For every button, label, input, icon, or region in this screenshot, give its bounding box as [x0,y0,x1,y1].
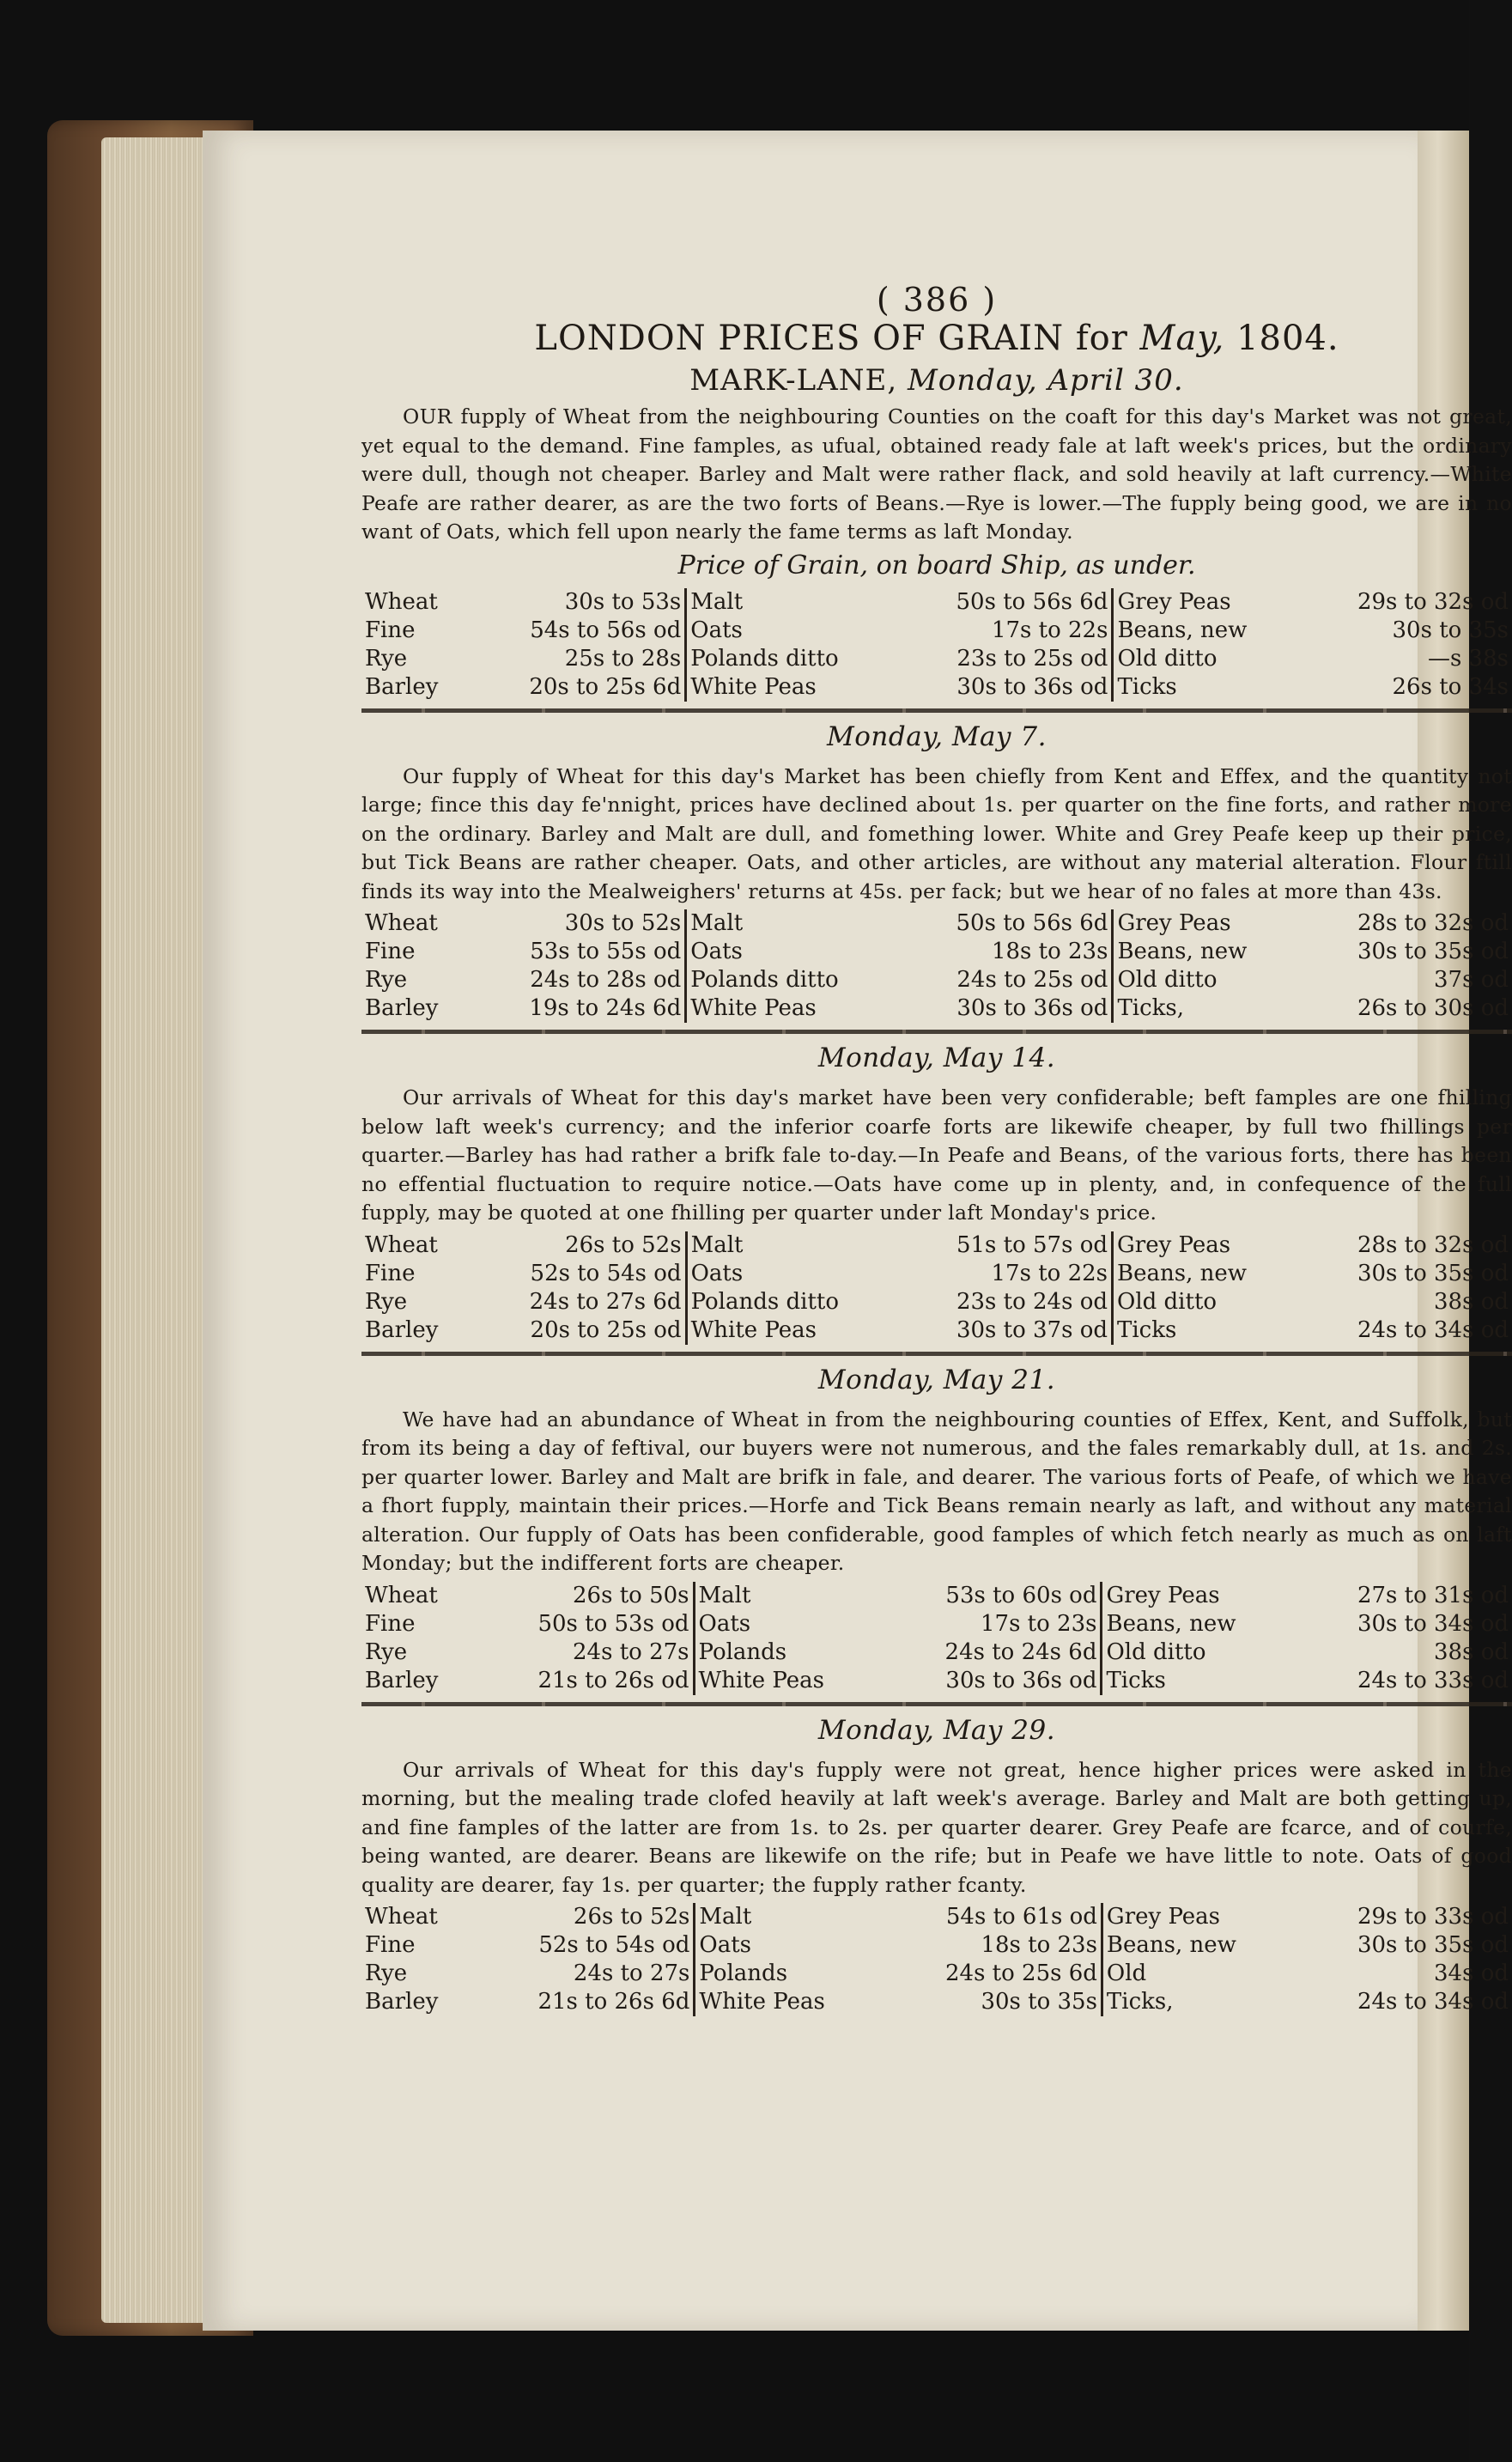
grain-price: 26s to 52s [473,1903,695,1931]
price-row [361,645,1512,673]
grain-price: 20s to 25s 6d [470,673,686,702]
grain-name: Ticks, [1106,1989,1174,2015]
price-row [361,1288,1512,1316]
grain-name: Wheat [365,588,438,615]
grain-name: Rye [365,1638,408,1665]
grain-price: 23s to 24s od [897,1288,1113,1316]
grain-name: Old ditto [1106,1638,1206,1665]
price-row [361,1260,1512,1288]
grain-name: Grey Peas [1106,1582,1220,1608]
grain-price: —s 38s [1427,645,1509,672]
grain-price: 30s to 35s od [1357,1260,1509,1286]
grain-price: 24s to 27s [473,1960,695,1988]
grain-price: 37s od [1434,967,1509,993]
grain-name: Fine [365,939,416,964]
market-section [361,1365,1512,1706]
grain-price: 30s to 34s od [1357,1610,1509,1637]
grain-name: Fine [365,1932,416,1958]
grain-name: Old [1106,1960,1147,1986]
grain-name: Beans, new [1117,939,1248,964]
grain-name: Grey Peas [1117,588,1231,615]
page-stack-edge [101,137,213,2323]
price-row [361,966,1512,994]
grain-name: White Peas [690,673,817,700]
market-section [361,721,1512,1035]
grain-price: 51s to 57s od [897,1231,1113,1260]
grain-name: White Peas [690,1316,817,1343]
title-year: 1804. [1236,319,1339,358]
grain-price: 54s to 61s od [880,1903,1102,1931]
grain-price: 30s to 35s od [1357,939,1509,964]
grain-price: 38s od [1434,1288,1509,1315]
grain-name: Old ditto [1117,1288,1217,1315]
grain-price: 18s to 23s [896,938,1113,966]
grain-name: Oats [699,1932,751,1958]
grain-price: 30s to 35s od [1357,1932,1509,1958]
grain-name: Ticks [1117,673,1177,700]
grain-name: Polands [698,1638,787,1665]
grain-price: 30s to 36s od [896,673,1113,702]
page-title [361,319,1512,362]
section-report-text: Our fupply of Wheat for this day's Market has been chiefly from Kent and Effex, and the quantity not large; fince this day fe'nnight, prices have declined about 1s. per quarter on the fine forts, and rather more on the ordinary. Barley and Malt are dull, and fomething lower. White and Grey Peafe keep up their price, but Tick Beans are rather cheaper. Oats, and other articles, are without any material alteration. Flour ftill finds its way into the Mealweighers' returns at 45s. per fack; but we hear of no fales at more than 43s. [361,763,1512,903]
price-row [361,1988,1512,2016]
grain-price: 38s od [1434,1638,1509,1665]
grain-name: Fine [365,1260,416,1286]
sections-container [361,588,1512,2017]
grain-price: 20s to 25s od [470,1316,686,1345]
price-table [361,588,1512,702]
grain-price: 17s to 22s [897,1260,1113,1288]
grain-name: Polands ditto [690,967,839,993]
grain-name: Malt [690,910,744,936]
price-table [361,1903,1512,2016]
grain-price: 30s to 36s od [879,1667,1102,1695]
grain-name: Fine [365,617,416,643]
price-row [361,1610,1512,1638]
grain-name: Barley [365,1989,439,2015]
grain-name: Malt [699,1904,752,1930]
grain-price: 24s to 34s od [1357,1316,1509,1343]
grain-price: 19s to 24s 6d [470,994,686,1023]
grain-price: 24s to 27s 6d [470,1288,686,1316]
section-report-text: Our arrivals of Wheat for this day's market have been very confiderable; beft famples are one fhilling below laft week's currency; and the inferior coarfe forts are likewife cheaper, by full two fhillings per quarter.—Barley has had rather a brifk fale to-day.—In Peafe and Beans, of the various forts, there has been no effential fluctuation to require notice.—Oats have come up in plenty, and, in confequence of the full fupply, may be quoted at one fhilling per quarter under laft Monday's price. [361,1085,1512,1225]
grain-price: 52s to 54s od [473,1931,695,1960]
grain-name: Barley [365,1316,439,1343]
grain-name: Polands ditto [690,645,839,672]
page [203,131,1512,2331]
grain-name: Polands [699,1960,788,1986]
grain-price: 53s to 60s od [879,1582,1102,1610]
price-row [361,1931,1512,1960]
grain-price: 50s to 56s 6d [896,909,1113,938]
grain-price: 28s to 32s od [1357,910,1509,936]
price-row [361,994,1512,1023]
grain-price: 27s to 31s od [1357,1582,1509,1608]
grain-price: 30s to 37s od [897,1316,1113,1345]
grain-price: 29s to 32s od [1357,588,1509,615]
section-date-heading: Monday, May 14. [817,1043,1056,1073]
grain-name: Fine [365,1610,416,1637]
grain-price: 28s to 32s od [1357,1231,1509,1258]
grain-price: 30s to 53s [470,588,686,617]
grain-name: Ticks [1106,1667,1166,1693]
grain-name: Wheat [365,1582,438,1608]
grain-price: 24s to 25s 6d [880,1960,1102,1988]
price-row [361,1316,1512,1345]
section-divider-rule [361,1352,1512,1356]
grain-name: Beans, new [1117,617,1248,643]
grain-name: Old ditto [1117,645,1217,672]
grain-name: Malt [690,588,744,615]
grain-price: 17s to 23s [879,1610,1102,1638]
grain-price: 30s to 35s [880,1988,1102,2016]
grain-price: 24s to 33s od [1357,1667,1509,1693]
section-report-text: We have had an abundance of Wheat in from the neighbouring counties of Effex, Kent, and Suffolk, but from its being a day of feftival, our buyers were not numerous, and the fales remarkably dull, at 1s. and 2s. per quarter lower. Barley and Malt are brifk in fale, and dearer. The various forts of Peafe, of which we have a fhort fupply, maintain their prices.—Horfe and Tick Beans remain nearly as laft, and without any material alteration. Our fupply of Oats has been confiderable, good famples of which fetch nearly as much as on laft Monday; but the indifferent forts are cheaper. [361,1407,1512,1575]
grain-name: Barley [365,1667,439,1693]
price-row [361,909,1512,938]
grain-price: 29s to 33s od [1357,1904,1509,1930]
grain-name: Wheat [365,910,438,936]
title-main: LONDON PRICES OF GRAIN for [534,319,1128,358]
grain-name: Grey Peas [1117,910,1231,936]
price-row [361,938,1512,966]
grain-name: Oats [690,617,743,643]
section-date-heading: Monday, May 21. [817,1364,1056,1395]
grain-name: Beans, new [1117,1260,1247,1286]
grain-name: Oats [690,1260,744,1286]
price-row [361,1667,1512,1695]
grain-price: 26s to 34s [1392,673,1509,700]
grain-price: 23s to 25s od [896,645,1113,673]
section-report-text: Our arrivals of Wheat for this day's fupply were not great, hence higher prices were asked in the morning, but the mealing trade clofed heavily at laft week's average. Barley and Malt are both getting up, and fine famples of the latter are from 1s. to 2s. per quarter dearer. Grey Peafe are fcarce, and of courfe, being wanted, are dearer. Beans are likewife on the rife; but in Peafe we have little to note. Oats of good quality are dearer, fay 1s. per quarter; the fupply rather fcanty. [361,1757,1512,1897]
grain-name: Wheat [365,1904,438,1930]
grain-price: 24s to 24s 6d [879,1638,1102,1667]
place-name: MARK-LANE, [689,363,898,398]
grain-price: 26s to 30s od [1357,995,1509,1021]
grain-price: 50s to 56s 6d [896,588,1113,617]
grain-name: Barley [365,673,439,700]
grain-price: 53s to 55s od [470,938,686,966]
grain-name: White Peas [699,1989,825,2015]
grain-name: Old ditto [1117,967,1217,993]
price-table [361,1231,1512,1345]
intro-paragraph: OUR fupply of Wheat from the neighbouring Counties on the coaft for this day's Market was not great, yet equal to the demand. Fine famples, as ufual, obtained ready fale at laft week's prices, but the ordinary were dull, though not cheaper. Barley and Malt were rather flack, and sold heavily at laft currency.—White Peafe are rather dearer, as are the two forts of Beans.—Rye is lower.—The fupply being good, we are in no want of Oats, which fell upon nearly the fame terms as laft Monday. [361,404,1512,544]
grain-price: 18s to 23s [880,1931,1102,1960]
grain-price: 52s to 54s od [470,1260,686,1288]
page-content [361,281,1512,2021]
grain-price: 54s to 56s od [470,617,686,645]
title-month: May, [1139,319,1225,358]
grain-name: White Peas [690,995,817,1021]
grain-price: 24s to 34s od [1357,1989,1509,2015]
section-divider-rule [361,1702,1512,1706]
grain-name: Barley [365,995,439,1021]
grain-price: 26s to 50s [473,1582,694,1610]
grain-name: Ticks [1117,1316,1177,1343]
price-row [361,588,1512,617]
grain-price: 30s to 36s od [896,994,1113,1023]
grain-name: Rye [365,967,408,993]
price-row [361,673,1512,702]
section-divider-rule [361,1030,1512,1034]
grain-name: Beans, new [1106,1932,1236,1958]
grain-name: Oats [698,1610,751,1637]
market-section [361,1043,1512,1356]
grain-name: Malt [698,1582,751,1608]
grain-name: Malt [690,1231,744,1258]
grain-price: 24s to 27s [473,1638,694,1667]
grain-name: Rye [365,1288,408,1315]
section-divider-rule [361,708,1512,713]
page-number: ( 386 ) [876,281,998,319]
price-row [361,617,1512,645]
grain-name: White Peas [698,1667,824,1693]
price-row [361,1582,1512,1610]
price-table [361,1582,1512,1695]
grain-name: Oats [690,939,743,964]
grain-price: 50s to 53s od [473,1610,694,1638]
grain-name: Grey Peas [1117,1231,1231,1258]
grain-price: 25s to 28s [470,645,686,673]
grain-name: Ticks, [1117,995,1185,1021]
market-section [361,1715,1512,2017]
grain-name: Polands ditto [690,1288,839,1315]
grain-name: Rye [365,645,408,672]
grain-price: 17s to 22s [896,617,1113,645]
grain-price: 21s to 26s od [473,1667,694,1695]
grain-price: 34s od [1434,1960,1509,1986]
market-subtitle [361,363,1512,399]
price-row [361,1638,1512,1667]
grain-price: 21s to 26s 6d [473,1988,695,2016]
grain-price: 24s to 25s od [896,966,1113,994]
grain-price: 24s to 28s od [470,966,686,994]
price-row [361,1960,1512,1988]
grain-name: Rye [365,1960,408,1986]
grain-name: Wheat [365,1231,438,1258]
first-date: Monday, April 30. [907,363,1184,398]
section-date-heading: Monday, May 29. [817,1714,1056,1746]
price-table-title: Price of Grain, on board Ship, as under. [677,550,1196,581]
grain-price: 26s to 52s [470,1231,686,1260]
grain-price: 30s to 35s [1392,617,1509,643]
grain-name: Grey Peas [1106,1904,1221,1930]
section-date-heading: Monday, May 7. [827,720,1047,752]
grain-price: 30s to 52s [470,909,686,938]
price-row [361,1231,1512,1260]
grain-name: Beans, new [1106,1610,1236,1637]
market-section [361,588,1512,713]
price-table [361,909,1512,1023]
price-row [361,1903,1512,1931]
